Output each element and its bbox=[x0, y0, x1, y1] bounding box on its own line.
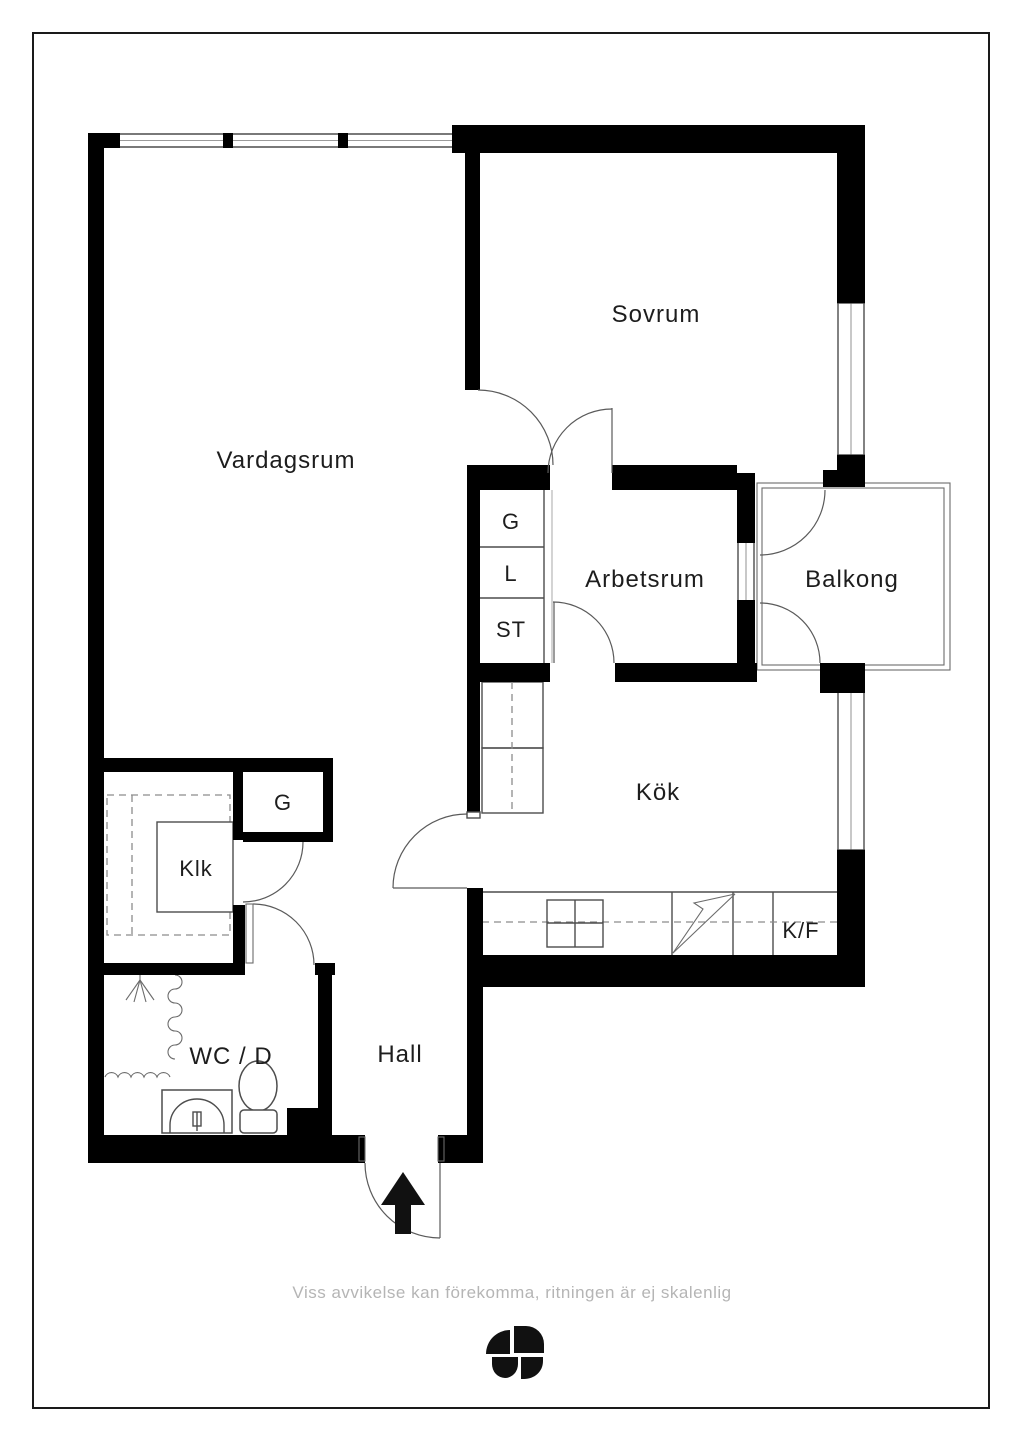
workroom-balcony-window bbox=[737, 543, 755, 600]
toilet-icon bbox=[239, 1061, 277, 1133]
closet-label-g-upper: G bbox=[501, 509, 521, 534]
bedroom-window bbox=[837, 303, 865, 455]
room-label-vardagsrum: Vardagsrum bbox=[216, 447, 356, 474]
closet-label-g-lower: G bbox=[273, 790, 293, 815]
kitchen-window bbox=[837, 690, 865, 850]
appliance-label-kf: K/F bbox=[782, 918, 820, 943]
room-label-hall: Hall bbox=[377, 1041, 423, 1068]
washbasin-icon bbox=[162, 1090, 232, 1133]
closet-label-l: L bbox=[504, 561, 518, 586]
living-room-window bbox=[120, 133, 452, 148]
room-label-klk: Klk bbox=[179, 856, 213, 881]
room-label-wcd: WC / D bbox=[189, 1043, 273, 1070]
room-label-arbetsrum: Arbetsrum bbox=[585, 566, 705, 593]
disclaimer-text: Viss avvikelse kan förekomma, ritningen är ej skalenlig bbox=[292, 1283, 732, 1302]
closet-label-st: ST bbox=[495, 617, 527, 642]
room-label-kok: Kök bbox=[635, 779, 681, 806]
room-label-sovrum: Sovrum bbox=[611, 301, 701, 328]
room-label-balkong: Balkong bbox=[805, 566, 899, 593]
